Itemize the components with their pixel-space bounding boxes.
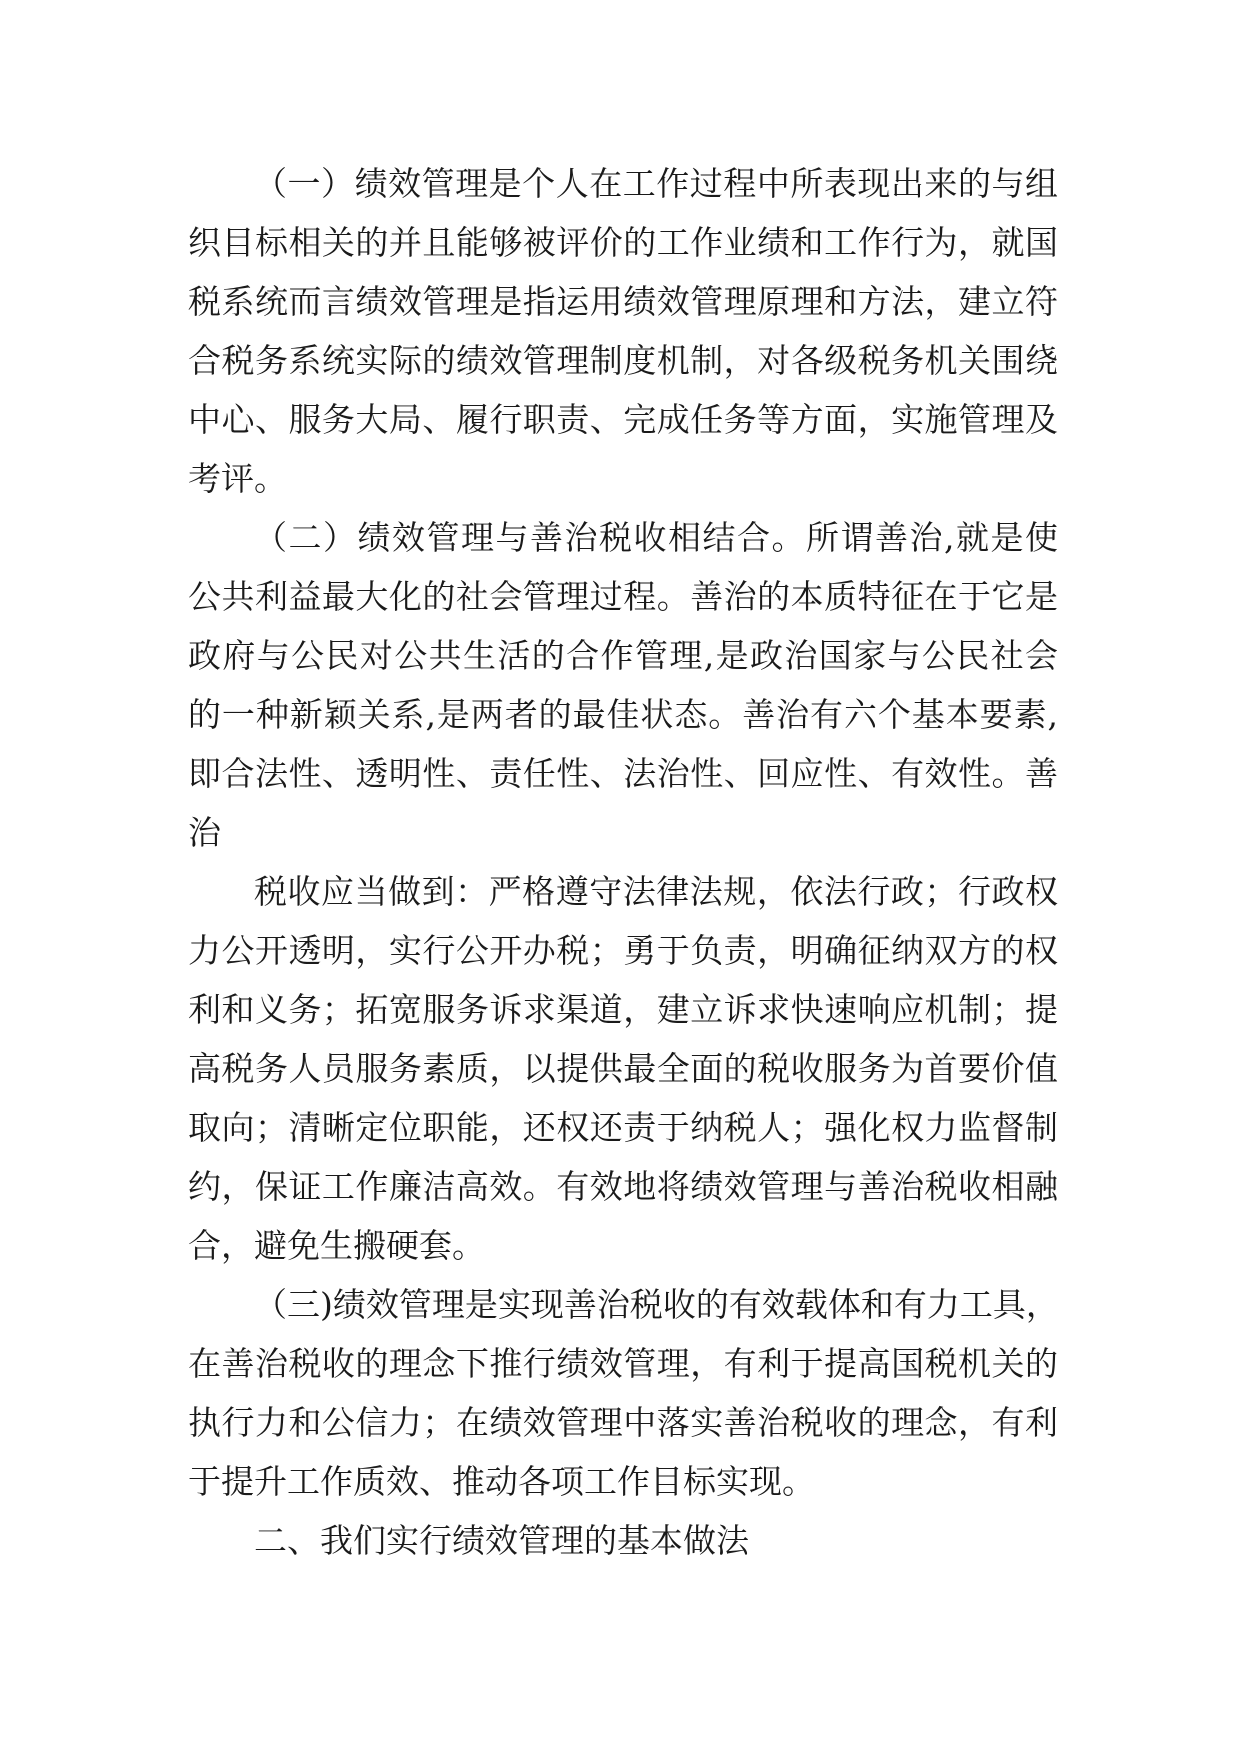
text-line: 力公开透明，实行公开办税；勇于负责，明确征纳双方的权	[188, 931, 1058, 970]
text-line: 在善治税收的理念下推行绩效管理，有利于提高国税机关的	[188, 1344, 1058, 1383]
heading-line: 二、我们实行绩效管理的基本做法	[254, 1521, 749, 1560]
text-line: 政府与公民对公共生活的合作管理,是政治国家与公民社会	[188, 636, 1058, 675]
text-line: 即合法性、透明性、责任性、法治性、回应性、有效性。善	[188, 754, 1058, 793]
text-line: 考评。	[188, 459, 287, 498]
paragraph-1	[188, 154, 1058, 508]
text-line: 执行力和公信力；在绩效管理中落实善治税收的理念，有利	[188, 1403, 1058, 1442]
paragraph-2	[188, 508, 1058, 862]
text-line: 税系统而言绩效管理是指运用绩效管理原理和方法，建立符	[188, 282, 1058, 321]
section-heading	[188, 1511, 1058, 1570]
paragraph-4	[188, 1275, 1058, 1511]
text-line: 合，避免生搬硬套。	[188, 1226, 485, 1265]
text-line: 于提升工作质效、推动各项工作目标实现。	[188, 1462, 815, 1501]
text-line: 的一种新颖关系,是两者的最佳状态。善治有六个基本要素,	[188, 695, 1058, 734]
text-line: 约，保证工作廉洁高效。有效地将绩效管理与善治税收相融	[188, 1167, 1058, 1206]
text-line: 取向；清晰定位职能，还权还责于纳税人；强化权力监督制	[188, 1108, 1058, 1147]
paragraph-3	[188, 862, 1058, 1275]
text-line: （二）绩效管理与善治税收相结合。所谓善治,就是使	[254, 518, 1058, 557]
text-line: （一）绩效管理是个人在工作过程中所表现出来的与组	[254, 164, 1058, 203]
text-line: 治	[188, 813, 221, 852]
text-line: 高税务人员服务素质，以提供最全面的税收服务为首要价值	[188, 1049, 1058, 1088]
text-line: 织目标相关的并且能够被评价的工作业绩和工作行为，就国	[188, 223, 1058, 262]
text-line: 合税务系统实际的绩效管理制度机制，对各级税务机关围绕	[188, 341, 1058, 380]
text-line: 利和义务；拓宽服务诉求渠道，建立诉求快速响应机制；提	[188, 990, 1058, 1029]
text-line: 中心、服务大局、履行职责、完成任务等方面，实施管理及	[188, 400, 1058, 439]
text-line: 公共利益最大化的社会管理过程。善治的本质特征在于它是	[188, 577, 1058, 616]
document-body	[188, 154, 1058, 1570]
text-line: （三)绩效管理是实现善治税收的有效载体和有力工具，	[254, 1285, 1059, 1324]
text-line: 税收应当做到：严格遵守法律法规，依法行政；行政权	[254, 872, 1058, 911]
